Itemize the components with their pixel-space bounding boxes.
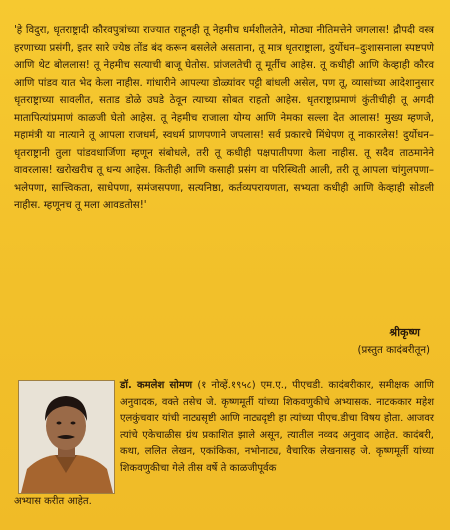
quote-block (14, 22, 434, 215)
author-portrait-image (19, 381, 114, 493)
quote-text: 'हे विदुरा, धृतराष्ट्रादी कौरवपुत्रांच्या राज्यात राहूनही तू नेहमीच धर्मशीलतेने, मोठ्या नीतिमत्तेने जगलास! द्रौपदी वस्त्र हरणाच्या प्रसंगी, इतर सारे ज्येष्ठ तोंड बंद करून बसलेले असताना, तू मात्र धृतराष्ट्राला, दुर्योधन–दुःशासनाला स्पष्टपणे आणि थेट बोललास! तू नेहमीच सत्याची बाजू घेतोस. प्रांजलतेची तू मूर्तीच आहेस. तू कधीही आणि केव्हाही कौरव आणि पांडव यात भेद केला नाहीस. गांधारीने आपल्या डोळ्यांवर पट्टी बांधली असेल, पण तू, व्यासांच्या आदेशानुसार धृतराष्ट्राच्या सावलीत, सताड डोळे उघडे ठेवून त्याच्या सोबत राहतो आहेस. धृतराष्ट्राप्रमाणं कुंतीचीही तू अगदी मातापित्यांप्रमाणं काळजी घेतो आहेस. तू नेहमीच राजाला योग्य आणि नेमका सल्ला देत आलास! मुख्य म्हणजे, महामंत्री या नात्याने तू आपला राजधर्म, स्वधर्म प्राणपणाने जपलास! सर्व प्रकारचे मिंधेपण तू नाकारलेस! दुर्योधन–धृतराष्ट्रानी तुला पांडवधार्जिणा म्हणून संबोधले, तरी तू कधीही पक्षपातीपणा केला नाहीस. तू सदैव ताठमानेने वावरलास! खरोखरीच तू धन्य आहेस. कितीही आणि कसाही प्रसंग वा परिस्थिती आली, तरी तू आपला चांगुलपणा–भलेपणा, सात्त्विकता, साधेपणा, समंजसपणा, सत्यनिष्ठा, कर्तव्यपरायणता, सभ्यता कधीही आणि केव्हाही सोडली नाहीस. म्हणूनच तू मला आवडतोस!' (14, 25, 434, 211)
author-bio-continued: अभ्यास करीत आहेत. (14, 496, 92, 507)
quote-attribution (357, 324, 430, 360)
author-bio-text: (१ नोव्हें.१९५८) एम.ए., पीएचडी. कादंबरीकार, समीक्षक आणि अनुवादक, वक्ते तसेच जे. कृष्णमूर्ती यांच्या शिकवणुकीचे अभ्यासक. नाटककार महेश एलकुंचवार यांची नाट्यसृष्टी आणि नाट्यदृष्टी हा त्यांच्या पीएच.डीचा विषय होता. आजवर त्यांचे एकेचाळीस ग्रंथ प्रकाशित झाले असून, त्यातील नव्वद अनुवाद आहेत. कादंबरी, कथा, ललित लेखन, एकांकिका, नभोनाट्य, वैचारिक लेखनासह जे. कृष्णमूर्ती यांच्या शिकवणुकीचा गेले तीस वर्षे ते काळजीपूर्वक (120, 380, 435, 474)
author-name: डॉ. कमलेश सोमण (120, 380, 198, 391)
quote-speaker: श्रीकृष्ण (389, 326, 420, 339)
author-bio (120, 378, 434, 478)
quote-source: (प्रस्तुत कादंबरीतून) (357, 345, 430, 356)
author-photo (18, 380, 115, 494)
